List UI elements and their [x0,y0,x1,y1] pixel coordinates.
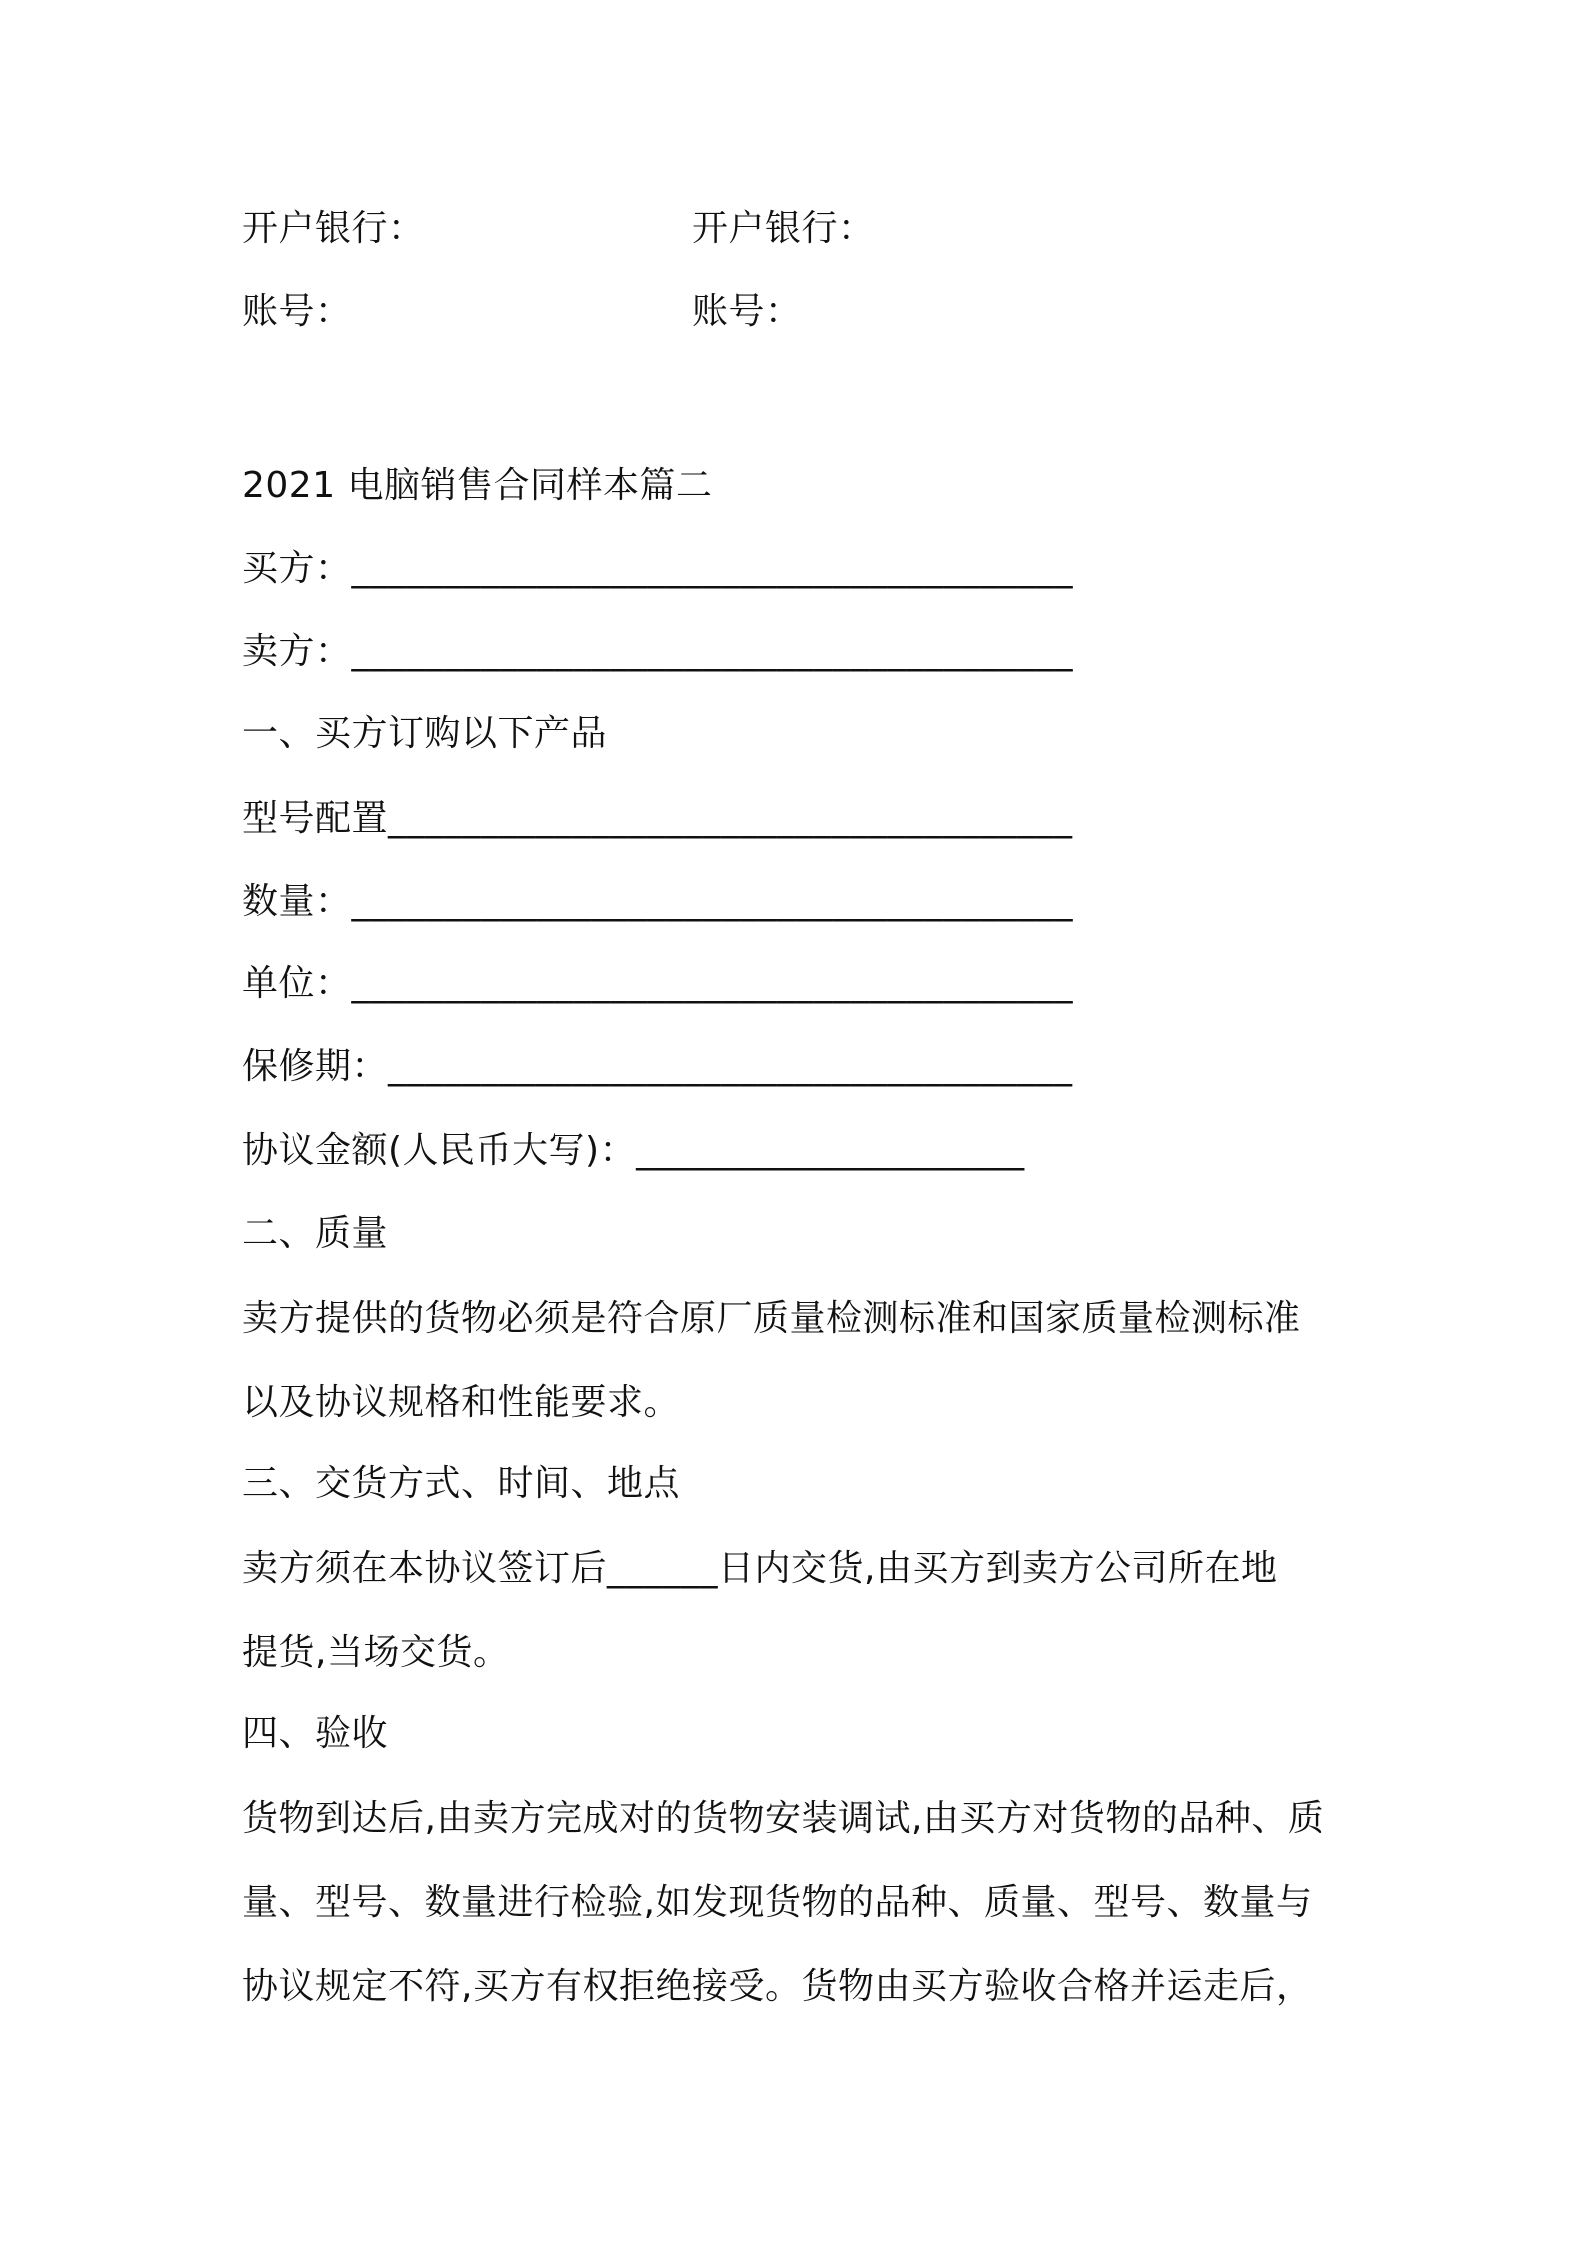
section4-line-1: 货物到达后,由卖方完成对的货物安装调试,由买方对货物的品种、质 [242,1798,1325,1839]
section4-paragraph [242,1777,1372,2029]
unit-line: 单位：_______________________________________ [242,963,1074,1004]
section4-heading: 四、验收 [242,1713,389,1754]
section2-line-2: 以及协议规格和性能要求。 [242,1382,681,1423]
section2-paragraph [242,1277,1372,1445]
amount-line: 协议金额(人民币大写)：_____________________ [242,1130,1025,1171]
section2-heading: 二、质量 [242,1213,389,1254]
buyer-line: 买方：_______________________________________ [242,548,1074,589]
section4-line-2: 量、型号、数量进行检验,如发现货物的品种、质量、型号、数量与 [242,1882,1313,1923]
account-row [242,288,802,336]
warranty-line: 保修期：_____________________________________ [242,1046,1073,1087]
section3-paragraph [242,1527,1372,1695]
section3-line-2: 提货,当场交货。 [242,1632,510,1673]
document-title: 2021 电脑销售合同样本篇二 [242,465,713,506]
right-bank-label: 开户银行： [692,208,875,249]
section2-line-1: 卖方提供的货物必须是符合原厂质量检测标准和国家质量检测标准 [242,1298,1301,1339]
seller-line: 卖方：_______________________________________ [242,631,1074,672]
bank-row [242,205,875,253]
section4-line-3: 协议规定不符,买方有权拒绝接受。货物由买方验收合格并运走后， [242,1966,1313,2007]
left-bank-label: 开户银行： [242,208,425,249]
right-account-label: 账号： [692,291,802,332]
model-config-line: 型号配置_____________________________________ [242,798,1073,839]
section3-heading: 三、交货方式、时间、地点 [242,1463,681,1504]
left-account-label: 账号： [242,291,352,332]
section3-line-1: 卖方须在本协议签订后______日内交货,由买方到卖方公司所在地 [242,1548,1278,1589]
section1-heading: 一、买方订购以下产品 [242,713,608,754]
quantity-line: 数量：_______________________________________ [242,881,1074,922]
